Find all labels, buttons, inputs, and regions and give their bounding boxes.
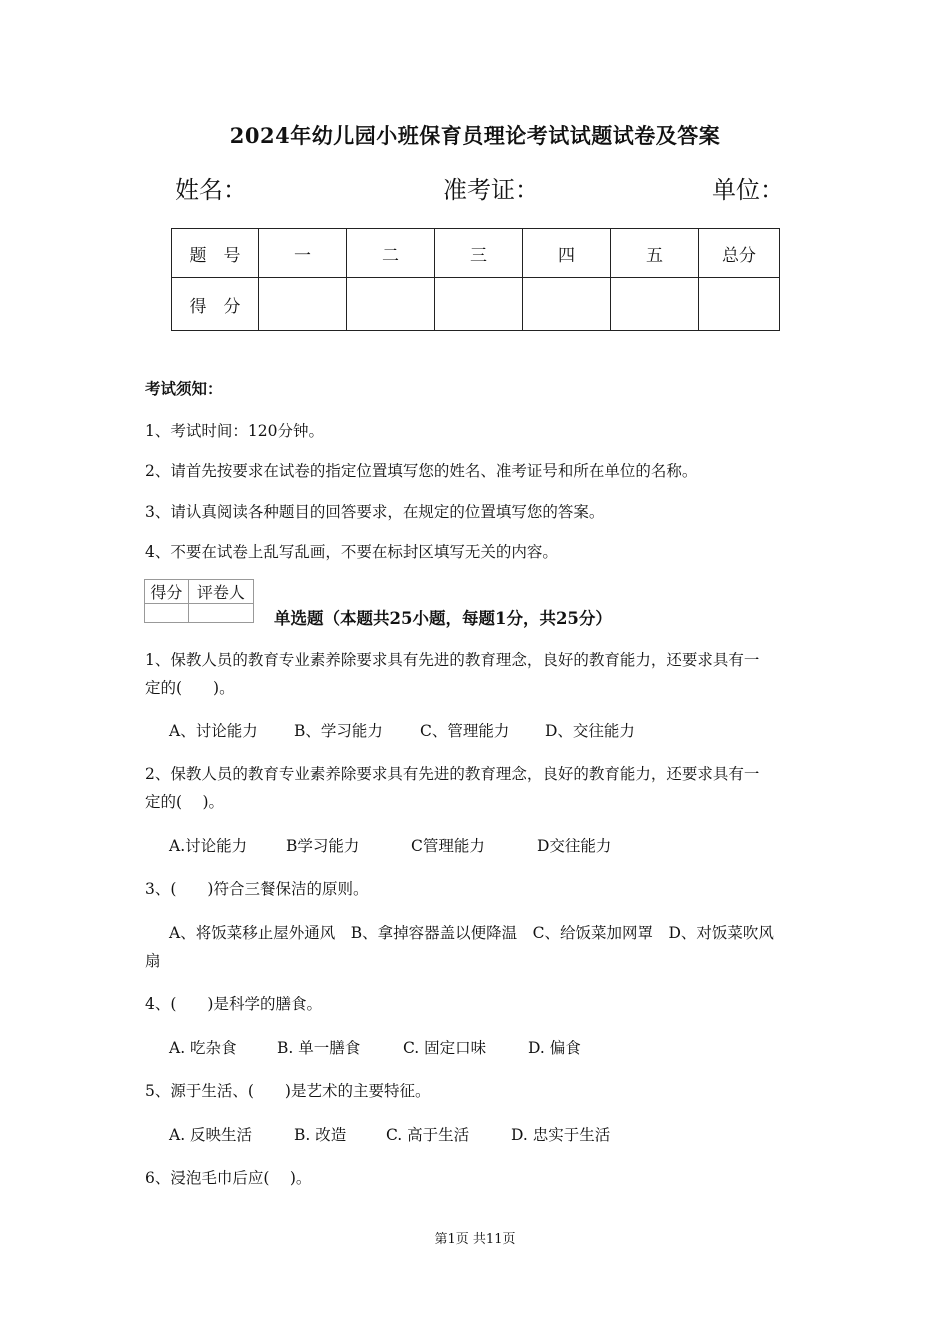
question-text: 2、保教人员的教育专业素养除要求具有先进的教育理念，良好的教育能力，还要求具有一 bbox=[145, 765, 760, 783]
score-row-label: 得 分 bbox=[172, 278, 259, 331]
score-header-cell: 四 bbox=[523, 229, 611, 278]
score-header-cell: 三 bbox=[435, 229, 523, 278]
page-footer: 第1页 共11页 bbox=[434, 1232, 516, 1247]
question-option: C、管理能力 bbox=[420, 722, 510, 740]
exam-id-label: 准考证： bbox=[443, 176, 539, 204]
question-text: 6、浸泡毛巾后应( )。 bbox=[145, 1169, 312, 1187]
score-cell bbox=[523, 278, 611, 331]
question-options-line: 扇 bbox=[145, 952, 161, 970]
question-text: 定的( )。 bbox=[145, 793, 225, 811]
question-text: 1、保教人员的教育专业素养除要求具有先进的教育理念，良好的教育能力，还要求具有一 bbox=[145, 651, 760, 669]
question-option: A.讨论能力 bbox=[169, 837, 248, 855]
score-cell bbox=[611, 278, 699, 331]
score-header-cell: 一 bbox=[259, 229, 347, 278]
question-option: A、讨论能力 bbox=[169, 722, 258, 740]
question-text: 定的( )。 bbox=[145, 679, 235, 697]
question-option: A. 吃杂食 bbox=[169, 1039, 237, 1057]
question-option: C. 固定口味 bbox=[403, 1039, 487, 1057]
score-cell bbox=[347, 278, 435, 331]
score-header-cell: 二 bbox=[347, 229, 435, 278]
unit-label: 单位： bbox=[712, 176, 784, 204]
question-option: C. 高于生活 bbox=[386, 1126, 470, 1144]
notice-item: 2、请首先按要求在试卷的指定位置填写您的姓名、准考证号和所在单位的名称。 bbox=[145, 462, 698, 480]
grader-score-cell bbox=[145, 604, 189, 623]
score-header-cell: 五 bbox=[611, 229, 699, 278]
score-cell bbox=[435, 278, 523, 331]
score-cell bbox=[259, 278, 347, 331]
notice-item: 4、不要在试卷上乱写乱画，不要在标封区填写无关的内容。 bbox=[145, 543, 558, 561]
question-text: 4、( )是科学的膳食。 bbox=[145, 995, 322, 1013]
grader-box bbox=[144, 579, 254, 623]
score-header-cell: 总分 bbox=[699, 229, 780, 278]
score-header-cell: 题 号 bbox=[172, 229, 259, 278]
question-option: D. 忠实于生活 bbox=[511, 1126, 611, 1144]
question-option: D. 偏食 bbox=[528, 1039, 581, 1057]
page-title: 2024年幼儿园小班保育员理论考试试题试卷及答案 bbox=[229, 123, 721, 148]
question-option: D、交往能力 bbox=[545, 722, 635, 740]
question-text: 5、源于生活、( )是艺术的主要特征。 bbox=[145, 1082, 431, 1100]
grader-score-label: 得分 bbox=[145, 580, 189, 604]
section-title: 单选题（本题共25小题，每题1分，共25分） bbox=[274, 609, 612, 628]
notice-heading: 考试须知： bbox=[145, 379, 223, 398]
grader-name-cell bbox=[188, 604, 253, 623]
question-option: B. 改造 bbox=[294, 1126, 347, 1144]
question-text: 3、( )符合三餐保洁的原则。 bbox=[145, 880, 369, 898]
question-option: A. 反映生活 bbox=[169, 1126, 253, 1144]
question-option: B. 单一膳食 bbox=[277, 1039, 361, 1057]
question-option: B、学习能力 bbox=[294, 722, 383, 740]
question-option: D交往能力 bbox=[537, 837, 612, 855]
grader-name-label: 评卷人 bbox=[188, 580, 253, 604]
notice-item: 3、请认真阅读各种题目的回答要求，在规定的位置填写您的答案。 bbox=[145, 503, 605, 521]
question-option: C管理能力 bbox=[411, 837, 485, 855]
question-options-line: A、将饭菜移止屋外通风 B、拿掉容器盖以便降温 C、给饭菜加网罩 D、对饭菜吹风 bbox=[169, 924, 774, 942]
score-table-score-row bbox=[172, 278, 780, 331]
name-label: 姓名： bbox=[175, 176, 247, 204]
score-table-header-row bbox=[172, 229, 780, 278]
question-option: B学习能力 bbox=[286, 837, 360, 855]
notice-item: 1、考试时间：120分钟。 bbox=[145, 422, 324, 440]
score-table bbox=[171, 228, 780, 331]
score-cell bbox=[699, 278, 780, 331]
